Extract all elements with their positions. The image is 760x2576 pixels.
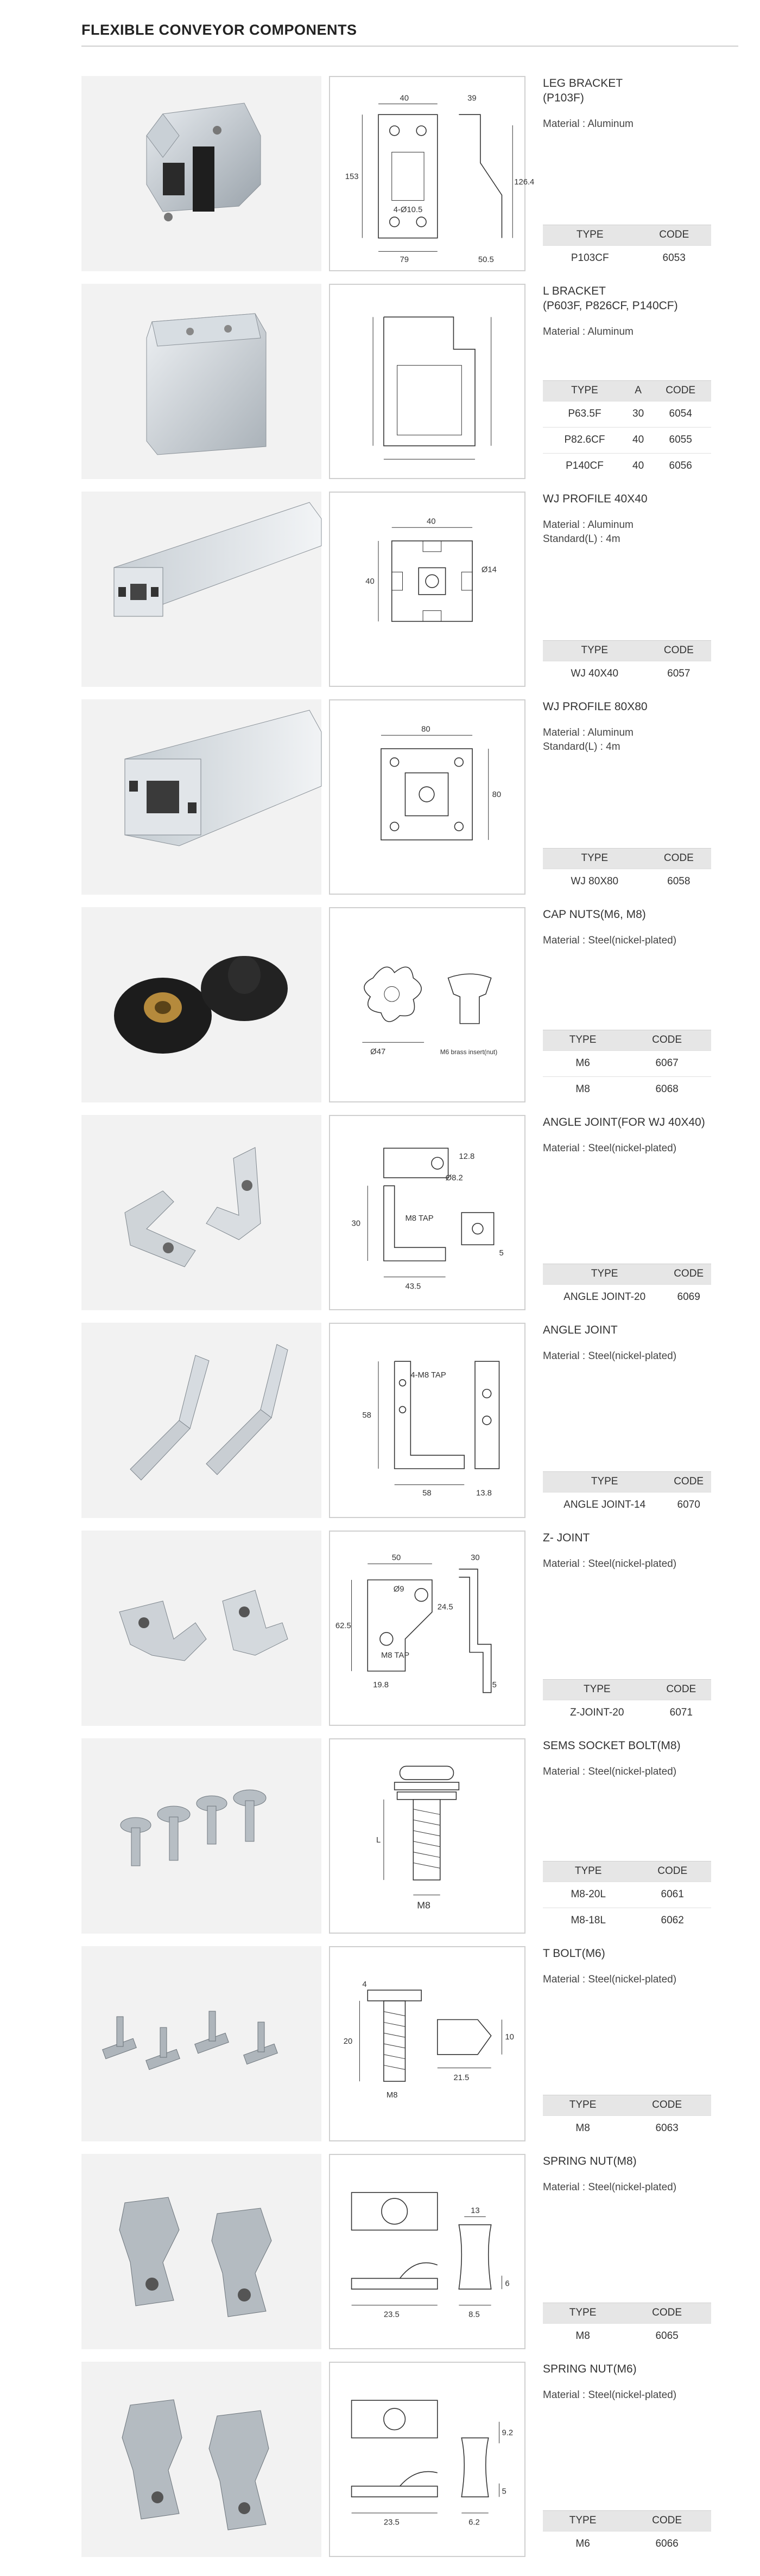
product-name-line: SEMS SOCKET BOLT(M8) [543,1739,681,1752]
product-name-line: CAP NUTS(M6, M8) [543,908,646,921]
table-header: A [626,380,650,401]
table-header: CODE [651,1679,711,1700]
product-info-sems-socket-bolt [543,1738,738,1934]
product-row-angle-joint-14 [81,1323,738,1518]
dim-label: 40 [427,517,436,526]
product-photo-spring-nut-m6 [81,2362,321,2557]
spec-table [543,848,711,895]
dim-label: 20 [343,2037,353,2046]
table-row [543,1882,711,1908]
product-name [543,1115,738,1130]
product-name-line: (P603F, P826CF, P140CF) [543,299,678,312]
product-photo-angle-joint-14 [81,1323,321,1518]
dim-label: 30 [351,1219,361,1228]
product-row-spring-nut-m8 [81,2154,738,2349]
product-name [543,1531,738,1545]
table-cell: 40 [626,427,650,453]
dim-label: 12.8 [459,1152,475,1162]
dim-label: 6 [505,2279,510,2288]
table-cell: 6062 [634,1908,711,1934]
dim-label: 79 [400,256,409,265]
product-photo-l-bracket [81,284,321,479]
product-name-line: T BOLT(M6) [543,1947,605,1960]
dim-label: 126.4 [514,177,535,187]
table-header: TYPE [543,1264,666,1284]
product-material: Material : Aluminum [543,118,634,130]
table-header: TYPE [543,225,637,245]
table-cell: M8 [543,2323,623,2349]
product-material [543,726,738,754]
product-name [543,76,738,105]
table-cell: 6067 [623,1050,711,1076]
product-info-l-bracket [543,284,738,479]
spec-table [543,1679,711,1726]
table-header: CODE [666,1471,711,1492]
product-name [543,284,738,313]
technical-drawing-z-joint [329,1531,525,1726]
product-photo-t-bolt [81,1946,321,2141]
product-info-angle-joint-14 [543,1323,738,1518]
product-row-angle-joint-20 [81,1115,738,1310]
table-header: TYPE [543,380,626,401]
dim-label: M8 [417,1899,430,1911]
table-cell: Z-JOINT-20 [543,1700,651,1726]
product-name-line: ANGLE JOINT(FOR WJ 40X40) [543,1116,705,1128]
table-cell: M8-18L [543,1908,634,1934]
table-cell: M8 [543,1076,623,1102]
dim-label: 23.5 [383,2518,400,2527]
dim-label: 5 [492,1680,497,1689]
product-material-line: Standard(L) : 4m [543,741,620,753]
dim-label: M8 TAP [381,1651,410,1660]
dim-label: 8.5 [468,2310,480,2319]
product-info-cap-nuts [543,907,738,1102]
table-header: TYPE [543,2303,623,2323]
dim-label: 80 [492,790,502,799]
table-header: TYPE [543,1679,651,1700]
product-material: Material : Steel(nickel-plated) [543,1974,677,1985]
table-row [543,1076,711,1102]
product-name [543,2154,738,2169]
spec-table [543,640,711,687]
table-header: TYPE [543,1030,623,1050]
table-cell: ANGLE JOINT-14 [543,1492,666,1518]
dim-label: 30 [471,1553,480,1563]
dim-label: 40 [400,94,409,103]
table-row [543,1284,711,1310]
table-cell: ANGLE JOINT-20 [543,1284,666,1310]
product-info-angle-joint-20 [543,1115,738,1310]
technical-drawing-spring-nut-m6 [329,2362,525,2557]
table-cell: 40 [626,453,650,479]
dim-label: 43.5 [405,1282,421,1291]
page-title: FLEXIBLE CONVEYOR COMPONENTS [81,22,357,38]
product-name [543,2362,738,2376]
dim-label: Ø8.2 [445,1174,463,1183]
product-material: Material : Steel(nickel-plated) [543,1143,677,1154]
dim-label: 4-Ø10.5 [393,206,423,215]
product-name-line: Z- JOINT [543,1532,590,1544]
table-cell: 30 [626,401,650,427]
technical-drawing-leg-bracket [329,76,535,271]
table-row [543,401,711,427]
product-material: Material : Steel(nickel-plated) [543,2182,677,2193]
table-cell: 6053 [637,245,711,271]
product-row-l-bracket [81,284,738,479]
product-row-wj-profile-40x40 [81,492,738,687]
product-info-z-joint [543,1531,738,1726]
dim-label: 13.8 [476,1489,492,1498]
table-cell: 6056 [650,453,711,479]
dim-label: 4 [362,1980,367,1990]
dim-label: 62.5 [335,1622,351,1630]
product-name-line: L BRACKET [543,285,606,297]
product-material-line: Material : Aluminum [543,727,634,738]
spec-table [543,1471,711,1519]
product-name [543,492,738,506]
table-cell: 6054 [650,401,711,427]
dim-label: 5 [499,1249,504,1258]
dim-label: 4-M8 TAP [410,1370,446,1380]
technical-drawing-t-bolt [329,1946,525,2141]
table-row [543,453,711,479]
product-photo-z-joint [81,1531,321,1726]
table-header: CODE [650,380,711,401]
product-info-spring-nut-m8 [543,2154,738,2349]
page-header [81,22,738,47]
table-cell: M6 [543,1050,623,1076]
product-name [543,1946,738,1961]
table-header: CODE [634,1861,711,1882]
product-info-leg-bracket [543,76,738,271]
dim-label: Ø9 [393,1585,404,1594]
table-cell: M8-20L [543,1882,634,1908]
table-cell: WJ 80X80 [543,869,647,895]
title-divider [81,46,738,47]
dim-label: 153 [345,172,359,181]
dim-label: 80 [421,725,430,734]
dim-label: M6 brass insert(nut) [440,1048,498,1056]
product-name-line: LEG BRACKET [543,77,623,90]
product-name-line: SPRING NUT(M8) [543,2155,637,2167]
product-row-wj-profile-80x80 [81,699,738,895]
dim-label: 50 [391,1553,401,1563]
table-row [543,245,711,271]
table-row [543,869,711,895]
table-cell: 6071 [651,1700,711,1726]
table-cell: P82.6CF [543,427,626,453]
table-header: CODE [666,1264,711,1284]
table-cell: P103CF [543,245,637,271]
technical-drawing-sems-socket-bolt [329,1738,525,1934]
dim-label: 58 [422,1489,432,1498]
product-material: Material : Steel(nickel-plated) [543,935,677,946]
dim-label: 13 [471,2206,480,2215]
product-material-line: Material : Aluminum [543,519,634,531]
table-cell: M6 [543,2531,623,2557]
product-row-t-bolt [81,1946,738,2141]
product-info-wj-profile-80x80 [543,699,738,895]
product-info-wj-profile-40x40 [543,492,738,687]
product-name [543,1323,738,1337]
product-name-line: WJ PROFILE 80X80 [543,700,648,713]
technical-drawing-cap-nuts [329,907,525,1102]
product-material: Material : Aluminum [543,326,634,337]
table-row [543,1700,711,1726]
product-material [543,518,738,546]
table-row [543,2115,711,2141]
table-cell: 6068 [623,1076,711,1102]
table-cell: 6069 [666,1284,711,1310]
dim-label: 39 [467,94,477,103]
dim-label: 21.5 [453,2074,470,2083]
dim-label: 9.2 [502,2428,514,2438]
table-header: TYPE [543,2510,623,2531]
product-row-z-joint [81,1531,738,1726]
product-info-t-bolt [543,1946,738,2141]
table-header: CODE [623,1030,711,1050]
product-material-line: Standard(L) : 4m [543,533,620,545]
product-info-spring-nut-m6 [543,2362,738,2557]
dim-label: 23.5 [383,2310,400,2319]
dim-label: 40 [365,577,375,586]
spec-table [543,1861,711,1934]
table-header: TYPE [543,1471,666,1492]
table-header: TYPE [543,2095,623,2115]
table-row [543,2531,711,2557]
technical-drawing-l-bracket [329,284,525,479]
table-header: CODE [647,848,711,869]
table-cell: 6058 [647,869,711,895]
product-material: Material : Steel(nickel-plated) [543,1558,677,1570]
table-row [543,1908,711,1934]
table-cell: 6055 [650,427,711,453]
dim-label: 6.2 [468,2518,480,2527]
product-row-spring-nut-m6 [81,2362,738,2557]
spec-table [543,380,711,480]
product-photo-angle-joint-20 [81,1115,321,1310]
table-cell: 6065 [623,2323,711,2349]
technical-drawing-angle-joint-20 [329,1115,525,1310]
technical-drawing-angle-joint-14 [329,1323,525,1518]
dim-label: L [376,1835,381,1845]
technical-drawing-wj-profile-80x80 [329,699,525,895]
dim-label: M8 [386,2090,398,2100]
table-header: TYPE [543,640,647,661]
table-cell: P63.5F [543,401,626,427]
product-photo-leg-bracket [81,76,321,271]
table-header: CODE [623,2095,711,2115]
table-cell: M8 [543,2115,623,2141]
dim-label: M8 TAP [405,1214,434,1223]
dim-label: 24.5 [437,1603,453,1612]
table-cell: 6063 [623,2115,711,2141]
table-cell: 6070 [666,1492,711,1518]
table-row [543,1492,711,1518]
product-photo-wj-profile-80x80 [81,699,321,895]
table-header: CODE [637,225,711,245]
table-row [543,1050,711,1076]
table-row [543,661,711,687]
spec-table [543,2510,711,2558]
product-photo-wj-profile-40x40 [81,492,321,687]
dim-label: 58 [362,1411,371,1420]
product-material: Material : Steel(nickel-plated) [543,1350,677,1362]
product-material: Material : Steel(nickel-plated) [543,2389,677,2401]
table-header: CODE [623,2303,711,2323]
product-name [543,907,738,922]
table-header: TYPE [543,848,647,869]
product-name-line: ANGLE JOINT [543,1324,618,1336]
product-row-leg-bracket [81,76,738,271]
table-cell: P140CF [543,453,626,479]
table-header: CODE [623,2510,711,2531]
technical-drawing-wj-profile-40x40 [329,492,525,687]
table-header: CODE [647,640,711,661]
spec-table [543,1264,711,1311]
dim-label: Ø14 [481,565,497,575]
table-row [543,427,711,453]
spec-table [543,225,711,272]
table-cell: 6061 [634,1882,711,1908]
table-header: TYPE [543,1861,634,1882]
product-name-line: SPRING NUT(M6) [543,2363,637,2375]
spec-table [543,2303,711,2350]
table-cell: 6057 [647,661,711,687]
product-name [543,699,738,714]
product-name-line: WJ PROFILE 40X40 [543,493,648,505]
spec-table [543,2095,711,2142]
product-photo-cap-nuts [81,907,321,1102]
dim-label: Ø47 [370,1047,386,1056]
product-row-cap-nuts [81,907,738,1102]
table-cell: 6066 [623,2531,711,2557]
dim-label: 50.5 [478,256,494,265]
dim-label: 5 [502,2487,506,2496]
product-material: Material : Steel(nickel-plated) [543,1766,677,1777]
dim-label: 19.8 [373,1680,389,1689]
product-row-sems-socket-bolt [81,1738,738,1934]
product-photo-spring-nut-m8 [81,2154,321,2349]
technical-drawing-spring-nut-m8 [329,2154,525,2349]
spec-table [543,1030,711,1103]
table-row [543,2323,711,2349]
product-photo-sems-socket-bolt [81,1738,321,1934]
product-name [543,1738,738,1753]
product-name-line: (P103F) [543,92,584,104]
table-cell: WJ 40X40 [543,661,647,687]
dim-label: 10 [505,2033,514,2042]
